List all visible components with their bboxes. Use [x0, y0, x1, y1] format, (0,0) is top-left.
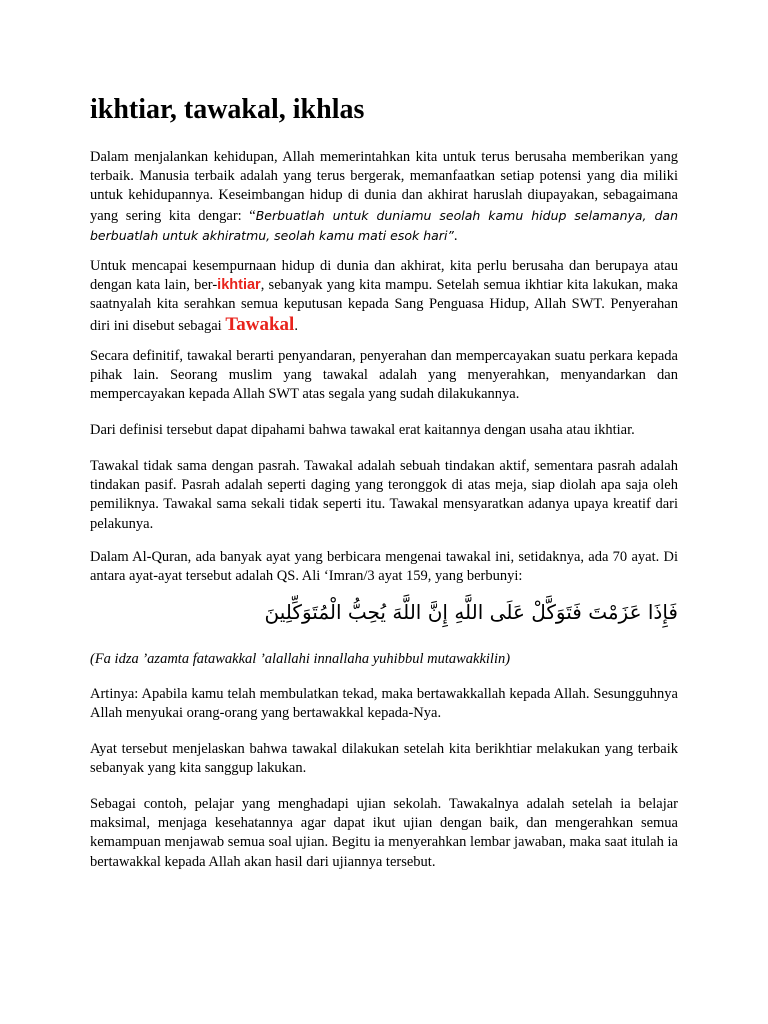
paragraph-ikhtiar [90, 257, 678, 336]
hadith-quote: Berbuatlah untuk duniamu seolah kamu hidup selamanya, dan berbuatlah untuk akhiratmu, seolah kamu mati esok hari” [90, 207, 678, 243]
paragraph-intro-end: . [453, 227, 458, 244]
paragraph-ikhtiar-end: . [294, 317, 298, 334]
paragraph-definition: Secara definitif, tawakal berarti penyandaran, penyerahan dan mempercayakan suatu perkara kepada pihak lain. Seorang muslim yang tawakal adalah yang menyerahkan, menyandarkan dan mempercayakan kepada Allah SWT atas segala yang sudah dilakukannya. [90, 348, 678, 403]
paragraph-quran: Dalam Al-Quran, ada banyak ayat yang berbicara mengenai tawakal ini, setidaknya, ada 70 ayat. Di antara ayat-ayat tersebut adalah QS. Ali ‘Imran/3 ayat 159, yang berbunyi: [90, 549, 678, 585]
arabic-verse: فَإِذَا عَزَمْتَ فَتَوَكَّلْ عَلَى اللَّهِ إِنَّ اللَّهَ يُحِبُّ الْمُتَوَكِّلِينَ [264, 600, 678, 624]
paragraph-example: Sebagai contoh, pelajar yang menghadapi ujian sekolah. Tawakalnya adalah setelah ia belajar maksimal, menjaga kesehatannya agar dapat ikut ujian dengan baik, dan mengerahkan semua kemampuan menjawab semua soal ujian. Begitu ia menyerahkan lembar jawaban, maka saat itulah ia bertawakkal kepada Allah akan hasil dari ujiannya tersebut. [90, 796, 678, 870]
paragraph-explanation: Ayat tersebut menjelaskan bahwa tawakal dilakukan setelah kita berikhtiar melakukan yang terbaik sebanyak yang kita sanggup lakukan. [90, 741, 678, 777]
page-title: ikhtiar, tawakal, ikhlas [90, 94, 365, 125]
paragraph-intro [90, 148, 678, 246]
paragraph-ikhtiar-text-b: , sebanyak yang kita mampu. Setelah semua ikhtiar kita lakukan, maka saatnyalah kita serahkan semua keputusan kepada Sang Penguasa Hidup, Allah SWT. Penyerahan diri ini disebut sebagai [90, 277, 678, 334]
paragraph-intro-text: Dalam menjalankan kehidupan, Allah memerintahkan kita untuk terus berusaha memberikan yang terbaik. Manusia terbaik adalah yang terus bergerak, memanfaatkan setiap potensi yang dia miliki untuk kehidupannya. Keseimbangan hidup di dunia dan akhirat haruslah diupayakan, sebagaimana yang sering kita dengar: “ [90, 149, 678, 224]
paragraph-ikhtiar-text-a: Untuk mencapai kesempurnaan hidup di dunia dan akhirat, kita perlu berusaha dan berupaya atau dengan kata lain, ber- [90, 258, 678, 294]
paragraph-relation: Dari definisi tersebut dapat dipahami bahwa tawakal erat kaitannya dengan usaha atau ikhtiar. [90, 422, 635, 438]
paragraph-pasrah: Tawakal tidak sama dengan pasrah. Tawakal adalah sebuah tindakan aktif, sementara pasrah adalah tindakan pasif. Pasrah adalah seperti daging yang teronggok di atas meja, siap diolah apa saja oleh pemiliknya. Tawakal sama sekali tidak seperti itu. Tawakal mensyaratkan adanya upaya kreatif dari pelakunya. [90, 458, 678, 532]
transliteration: (Fa idza ’azamta fatawakkal ’alallahi innallaha yuhibbul mutawakkilin) [90, 651, 511, 667]
highlight-ikhtiar: ikhtiar [217, 277, 261, 294]
paragraph-meaning: Artinya: Apabila kamu telah membulatkan tekad, maka bertawakkallah kepada Allah. Sesungguhnya Allah menyukai orang-orang yang bertawakkal kepada-Nya. [90, 686, 678, 722]
highlight-tawakal: Tawakal [225, 313, 295, 335]
